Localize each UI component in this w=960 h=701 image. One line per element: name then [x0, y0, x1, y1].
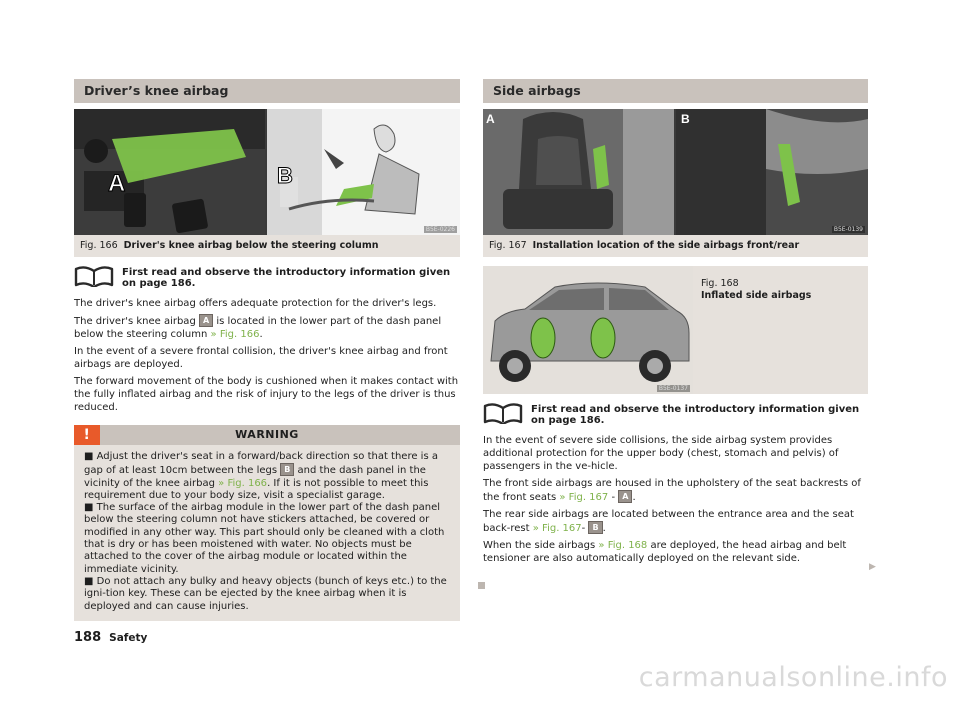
fig-167-link[interactable]: » Fig. 167	[559, 492, 609, 503]
intro-note	[483, 402, 868, 426]
warning-icon: !	[74, 425, 100, 445]
figure-166-image	[74, 109, 460, 235]
warning-title: WARNING	[235, 428, 299, 441]
section-heading: Driver’s knee airbag	[74, 79, 460, 103]
label-a: A	[486, 112, 495, 126]
figure-title: Inflated side airbags	[701, 290, 812, 301]
footer-section: Safety	[109, 632, 148, 644]
open-book-icon	[483, 402, 523, 424]
figure-number: Fig. 167	[489, 240, 527, 251]
page-footer	[74, 629, 147, 645]
intro-note-text: First read and observe the introductory information given on page 186.	[531, 404, 860, 426]
warning-header	[74, 425, 460, 445]
knee-airbag-section	[74, 79, 460, 621]
fig-168-link[interactable]: » Fig. 168	[598, 540, 648, 551]
label-box-b: B	[280, 463, 294, 476]
figure-168-caption	[693, 266, 868, 394]
paragraph-1: The driver's knee airbag offers adequate protection for the driver's legs.	[74, 298, 437, 309]
label-box-b: B	[588, 521, 602, 534]
figure-number: Fig. 166	[80, 240, 118, 251]
watermark: carmanualsonline.info	[638, 662, 948, 693]
figure-167-caption	[483, 235, 868, 257]
figure-code: B5E-0139	[833, 226, 863, 233]
figure-title: Driver's knee airbag below the steering column	[123, 240, 379, 251]
paragraph-1: In the event of severe side collisions, the side airbag system provides additional protection for the upper body (chest, stomach and pelvis) of passengers in the ve-hicle.	[483, 435, 839, 472]
fig-167-link[interactable]: » Fig. 167	[532, 523, 582, 534]
paragraph-4: When the side airbags » Fig. 168 are deployed, the head airbag and belt tensioner are also automatically deployed on the relevant side.	[483, 540, 847, 564]
continue-arrow-icon: ▶	[869, 562, 876, 572]
figure-number: Fig. 168	[701, 278, 739, 289]
label-a: A	[108, 170, 126, 197]
figure-168-image	[483, 266, 693, 394]
figure-166-caption	[74, 235, 460, 257]
side-airbags-section	[483, 79, 868, 565]
fig-166-link[interactable]: » Fig. 166	[210, 329, 260, 340]
figure-code: B5E-0137	[658, 385, 688, 392]
label-box-a: A	[618, 490, 632, 503]
paragraph-2: The front side airbags are housed in the upholstery of the seat backrests of the front seats » Fig. 167 - A .	[483, 478, 861, 503]
page-number: 188	[74, 630, 102, 645]
figure-code: B5E-0226	[425, 226, 455, 233]
open-book-icon	[74, 265, 114, 287]
fig-166-link[interactable]: » Fig. 166	[218, 477, 268, 489]
figure-167-image	[483, 109, 868, 235]
warning-body	[74, 445, 460, 621]
warning-item-1: ■ Adjust the driver's seat in a forward/back direction so that there is a gap of at least 10cm between the legs B and the dash panel in the vicinity of the knee airbag » Fig. 166. If it is not possible to meet this requirement due to your body size, visit a specialist garage.	[84, 451, 438, 501]
figure-168	[483, 266, 868, 394]
warning-box	[74, 425, 460, 621]
warning-item-2: ■ The surface of the airbag module in the lower part of the dash panel below the steering column not have stickers attached, be covered or modified in any other way. This part should only be cleaned with a cloth that is dry or has been moistened with water. No objects must be attached to the cover of the airbag module or located within the immediate vicinity.	[84, 502, 445, 575]
section-heading: Side airbags	[483, 79, 868, 103]
intro-note-text: First read and observe the introductory information given on page 186.	[122, 267, 451, 289]
paragraph-3: The rear side airbags are located between the entrance area and the seat back-rest » Fig. 167- B .	[483, 509, 854, 534]
label-box-a: A	[199, 314, 213, 327]
paragraph-2: The driver's knee airbag A is located in the lower part of the dash panel below the steering column » Fig. 166.	[74, 316, 442, 340]
section-end-mark	[478, 582, 485, 589]
paragraph-3: In the event of a severe frontal collision, the driver's knee airbag and front airbags are deployed.	[74, 346, 448, 370]
label-b: B	[681, 112, 690, 126]
figure-title: Installation location of the side airbags front/rear	[532, 240, 800, 251]
label-b: B	[277, 163, 293, 188]
intro-note	[74, 265, 460, 289]
paragraph-4: The forward movement of the body is cushioned when it makes contact with the fully inflated airbag and the risk of injury to the legs of the driver is thus reduced.	[74, 376, 459, 413]
warning-item-3: ■ Do not attach any bulky and heavy objects (bunch of keys etc.) to the igni-tion key. These can be ejected by the knee airbag when it is deployed and can cause injuries.	[84, 575, 447, 612]
